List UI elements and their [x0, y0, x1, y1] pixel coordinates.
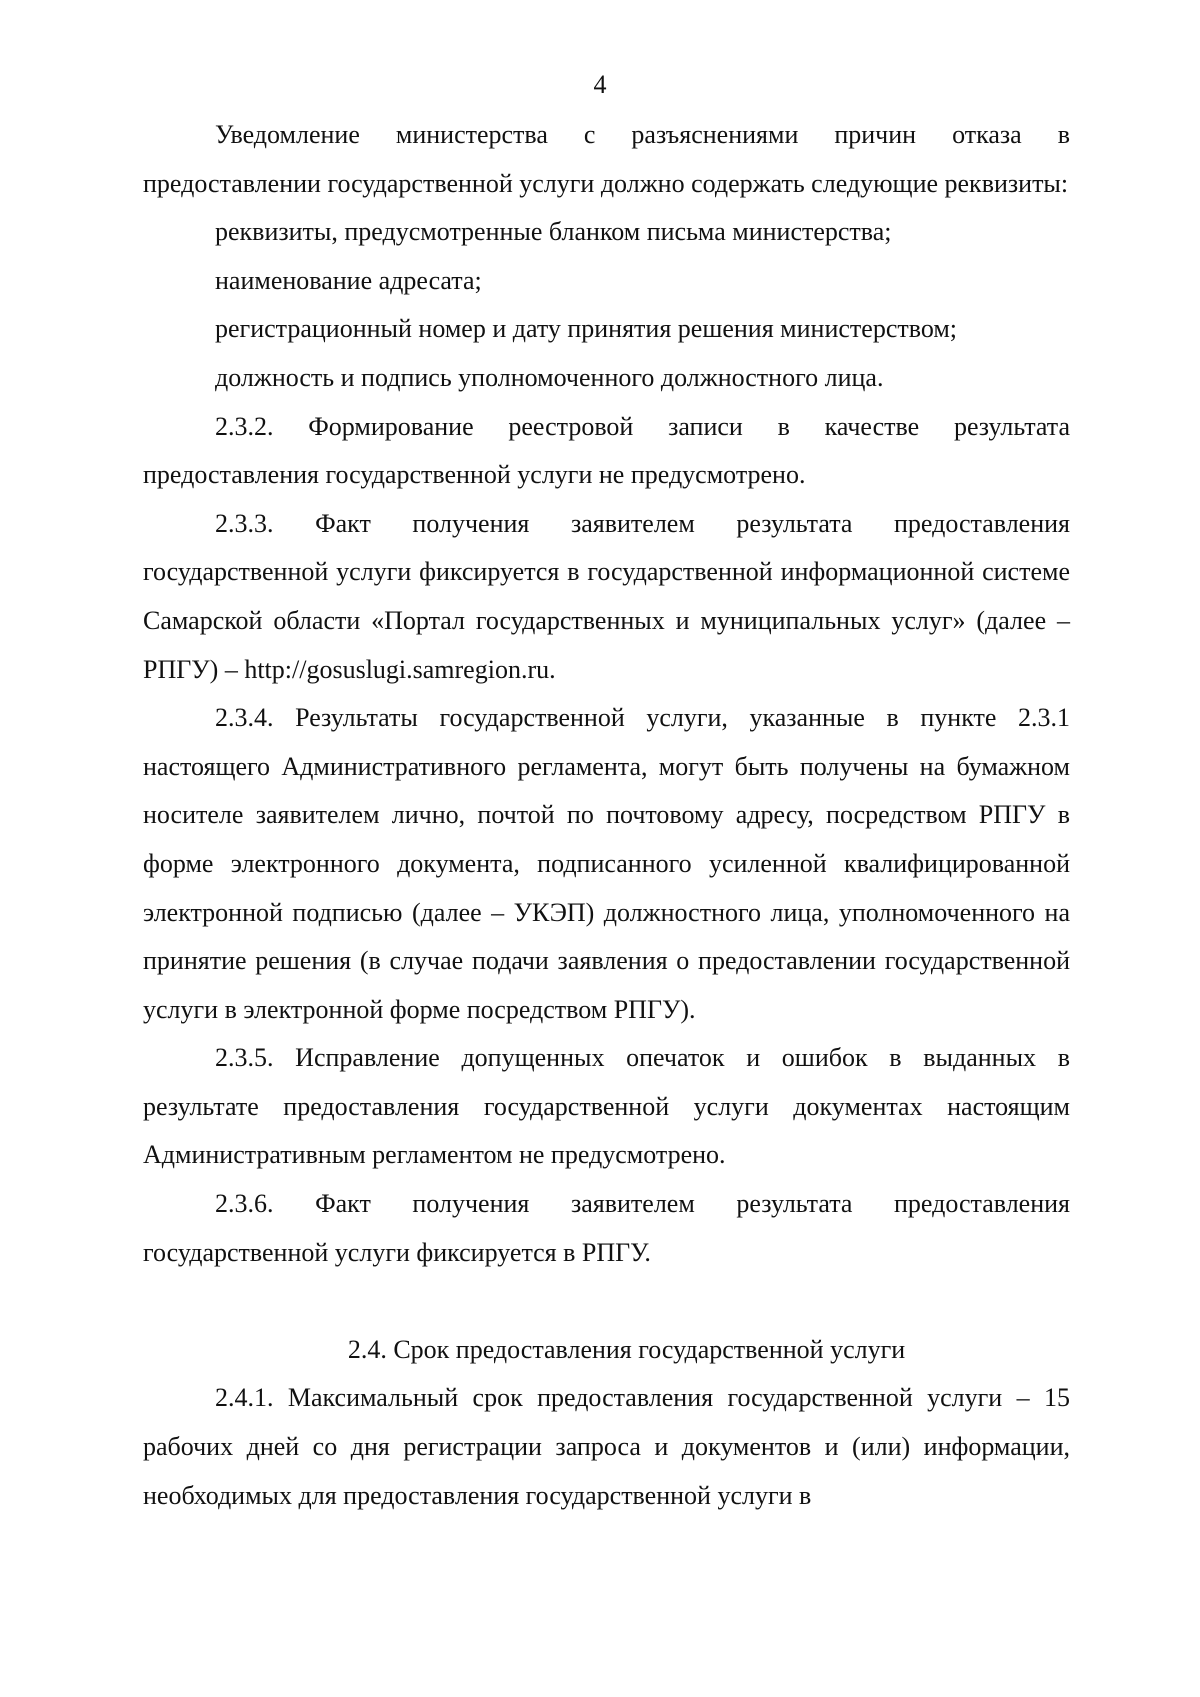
paragraph-2-3-3: 2.3.3. Факт получения заявителем результата предоставления государственной услуги фиксируется в государственной информационной системе Самарской области «Портал государственных и муниципальных услуг» (далее – РПГУ) – http://gosuslugi.samregion.ru. [143, 508, 1070, 684]
paragraph-2-3-2: 2.3.2. Формирование реестровой записи в качестве результата предоставления государственной услуги не предусмотрено. [143, 411, 1070, 490]
paragraph-2-3-6: 2.3.6. Факт получения заявителем результата предоставления государственной услуги фиксируется в РПГУ. [143, 1189, 1070, 1267]
document-body [143, 111, 1070, 1520]
section-spacer [143, 1277, 1070, 1326]
page-number: 4 [593, 70, 607, 99]
list-item-official-signature: должность и подпись уполномоченного должностного лица. [215, 362, 884, 392]
section-heading-2-4: 2.4. Срок предоставления государственной услуги [347, 1334, 906, 1364]
paragraph-2-3-5: 2.3.5. Исправление допущенных опечаток и ошибок в выданных в результате предоставления государственной услуги документах настоящим Административным регламентом не предусмотрено. [143, 1043, 1070, 1170]
paragraph-notification-requirements: Уведомление министерства с разъяснениями причин отказа в предоставлении государственной услуги должно содержать следующие реквизиты: [143, 120, 1070, 198]
list-item-registration-number: регистрационный номер и дату принятия решения министерством; [215, 314, 958, 344]
list-item-addressee-name: наименование адресата; [215, 265, 482, 295]
list-item-letterhead-details: реквизиты, предусмотренные бланком письма министерства; [215, 217, 892, 247]
paragraph-2-3-4: 2.3.4. Результаты государственной услуги, указанные в пункте 2.3.1 настоящего Административного регламента, могут быть получены на бумажном носителе заявителем лично, почтой по почтовому адресу, посредством РПГУ в форме электронного документа, подписанного усиленной квалифицированной электронной подписью (далее – УКЭП) должностного лица, уполномоченного на принятие решения (в случае подачи заявления о предоставлении государственной услуги в электронной форме посредством РПГУ). [143, 703, 1070, 1024]
paragraph-2-4-1: 2.4.1. Максимальный срок предоставления государственной услуги – 15 рабочих дней со дня регистрации запроса и документов и (или) информации, необходимых для предоставления государственной услуги в [143, 1383, 1070, 1510]
